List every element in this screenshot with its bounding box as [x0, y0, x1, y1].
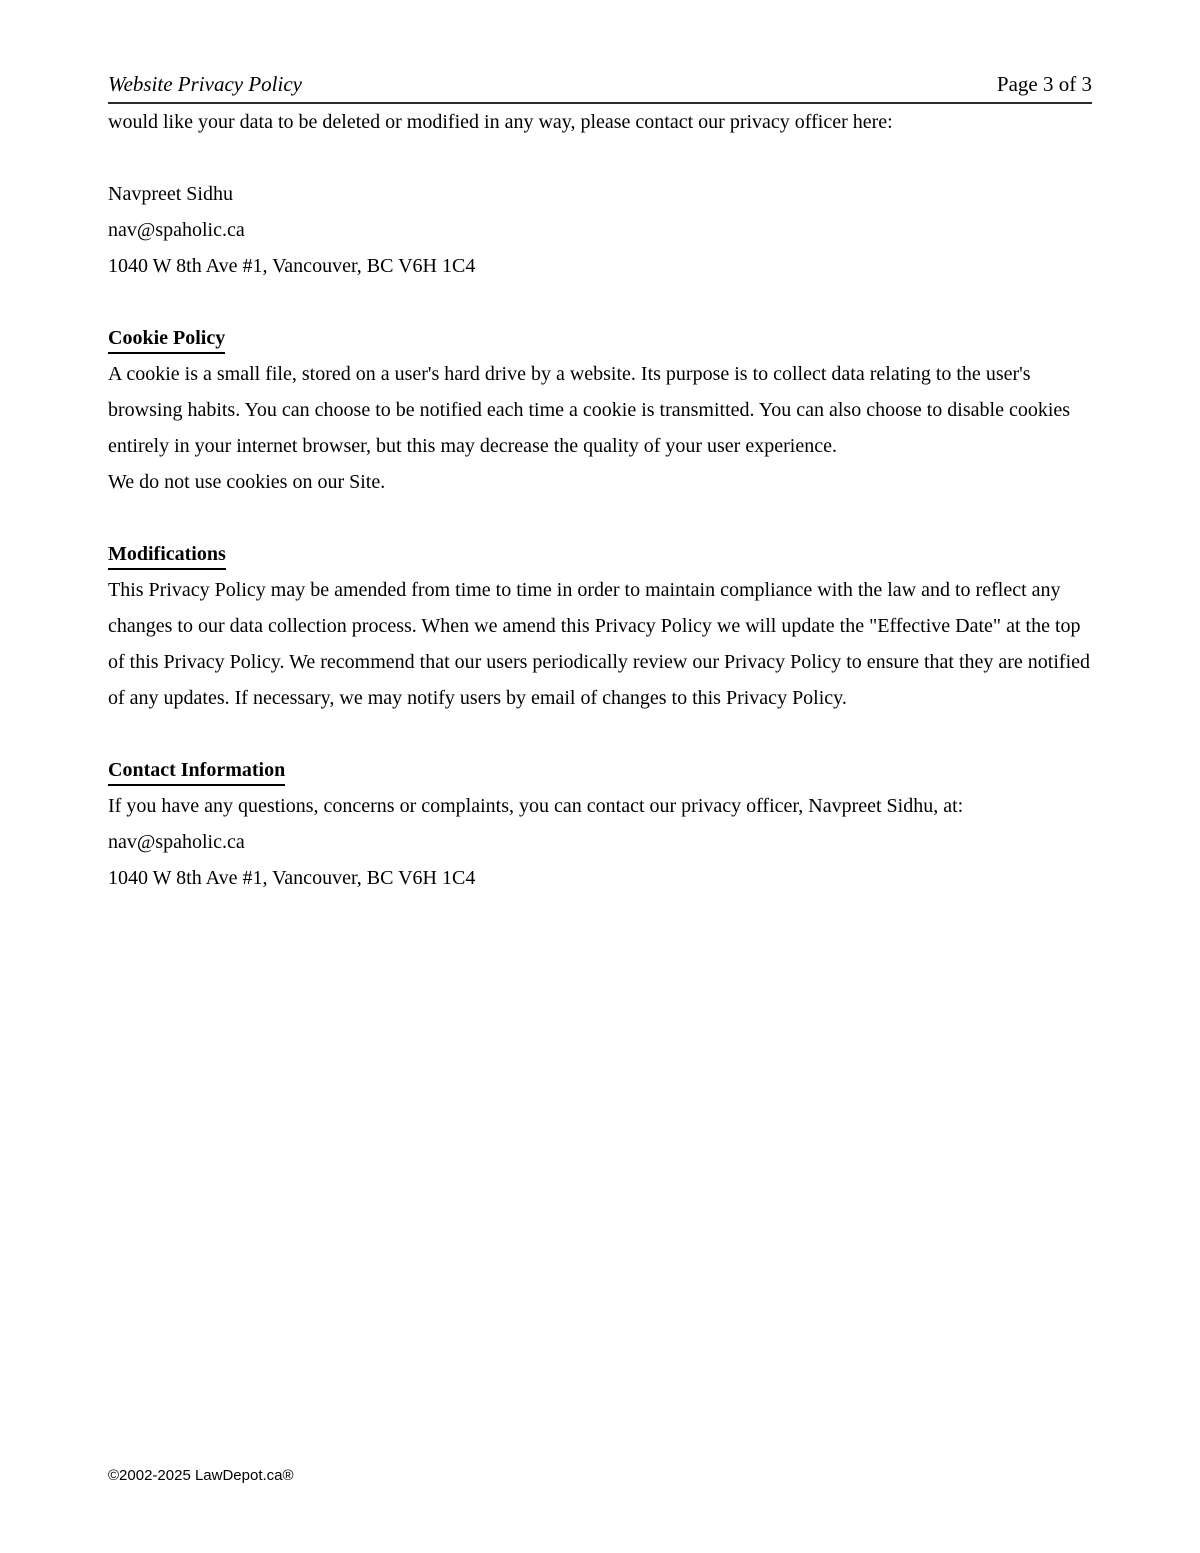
- contact-address: 1040 W 8th Ave #1, Vancouver, BC V6H 1C4: [108, 867, 476, 889]
- contact-information-paragraph: If you have any questions, concerns or complaints, you can contact our privacy officer, Navpreet Sidhu, at:: [108, 795, 964, 817]
- document-body: [108, 104, 1092, 896]
- modifications-heading: [108, 536, 1092, 572]
- privacy-officer-block: [108, 176, 1092, 248]
- officer-email: nav@spaholic.ca: [108, 219, 245, 241]
- cookie-policy-note: We do not use cookies on our Site.: [108, 471, 386, 493]
- officer-name: Navpreet Sidhu: [108, 183, 233, 205]
- contact-information-heading-text: Contact Information: [108, 757, 285, 786]
- page-header: [108, 0, 1092, 104]
- document-title: Website Privacy Policy: [108, 72, 302, 96]
- cookie-policy-heading-text: Cookie Policy: [108, 325, 225, 354]
- cookie-policy-heading: [108, 320, 1092, 356]
- contact-information-heading: [108, 752, 1092, 788]
- modifications-paragraph: This Privacy Policy may be amended from time to time in order to maintain compliance with the law and to reflect any changes to our data collection process. When we amend this Privacy Policy we will update the "Effective Date" at the top of this Privacy Policy. We recommend that our users periodically review our Privacy Policy to ensure that they are notified of any updates. If necessary, we may notify users by email of changes to this Privacy Policy.: [108, 579, 1091, 709]
- intro-paragraph: would like your data to be deleted or modified in any way, please contact our privacy officer here:: [108, 111, 893, 133]
- contact-email: nav@spaholic.ca: [108, 831, 245, 853]
- contact-information-section: [108, 752, 1092, 824]
- page-number: Page 3 of 3: [996, 72, 1092, 96]
- modifications-heading-text: Modifications: [108, 541, 226, 570]
- cookie-policy-paragraph: A cookie is a small file, stored on a user's hard drive by a website. Its purpose is to collect data relating to the user's browsing habits. You can choose to be notified each time a cookie is transmitted. You can also choose to disable cookies entirely in your internet browser, but this may decrease the quality of your user experience.: [108, 363, 1071, 457]
- officer-address: 1040 W 8th Ave #1, Vancouver, BC V6H 1C4: [108, 255, 476, 277]
- modifications-section: [108, 536, 1092, 716]
- cookie-policy-section: [108, 320, 1092, 464]
- copyright-notice: ©2002-2025 LawDepot.ca®: [108, 1467, 294, 1484]
